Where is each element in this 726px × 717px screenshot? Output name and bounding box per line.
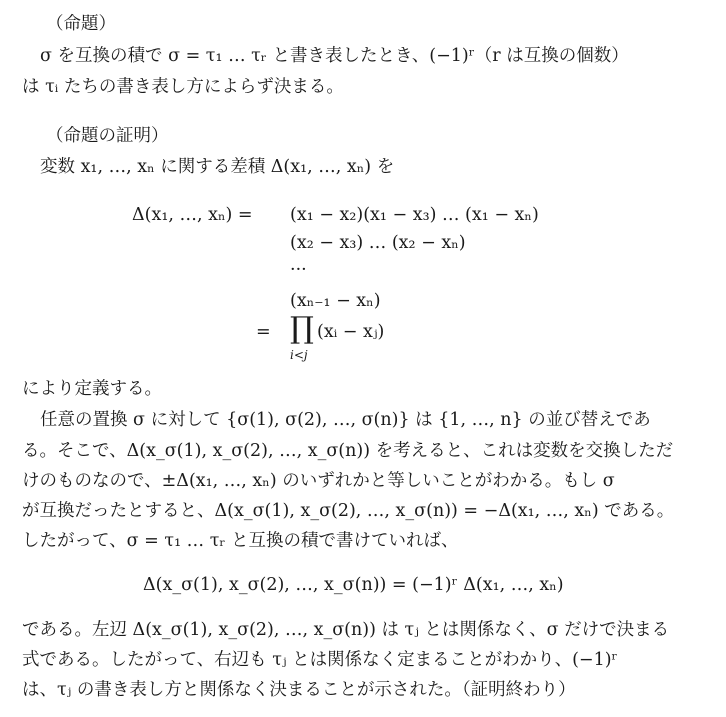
conclusion-line-1: である。左辺 Δ(x_σ(1), x_σ(2), …, x_σ(n)) は τⱼ とは関係なく、σ だけで決まる xyxy=(22,620,670,640)
proposition-heading: （命題） xyxy=(46,14,116,34)
proposition-line-1: σ を互換の積で σ = τ₁ … τᵣ と書き表したとき、(−1)ʳ（r は互換の個数） xyxy=(40,46,629,66)
equation-row-3: ··· xyxy=(290,260,307,280)
equation-row-2: (x₂ − x₃) … (x₂ − xₙ) xyxy=(290,233,466,253)
conclusion-line-2: 式である。したがって、右辺も τⱼ とは関係なく定まることがわかり、(−1)ʳ xyxy=(22,650,618,670)
after-equation-text: により定義する。 xyxy=(22,379,162,399)
paragraph-line-5: したがって、σ = τ₁ … τᵣ と互換の積で書けていれば、 xyxy=(22,531,459,551)
equation-product-body: (xᵢ − xⱼ) xyxy=(317,322,385,342)
product-subscript: i<j xyxy=(290,348,308,362)
proof-heading: （命題の証明） xyxy=(46,126,169,146)
paragraph-line-2: る。そこで、Δ(x_σ(1), x_σ(2), …, x_σ(n)) を考えると、これは変数を交換しただ xyxy=(22,441,674,461)
equation-row-4: (xₙ₋₁ − xₙ) xyxy=(290,291,381,311)
paragraph-line-1: 任意の置換 σ に対して {σ(1), σ(2), …, σ(n)} は {1, …, n} の並び替えであ xyxy=(40,410,651,430)
conclusion-line-3: は、τⱼ の書き表し方と関係なく決まることが示された。（証明終わり） xyxy=(22,680,576,700)
paragraph-line-4: が互換だったとすると、Δ(x_σ(1), x_σ(2), …, x_σ(n)) = −Δ(x₁, …, xₙ) である。 xyxy=(22,501,675,521)
product-symbol: ∏ xyxy=(290,311,314,346)
display-equation-2: Δ(x_σ(1), x_σ(2), …, x_σ(n)) = (−1)ʳ Δ(x₁, …, xₙ) xyxy=(143,575,564,595)
proof-intro: 変数 x₁, …, xₙ に関する差積 Δ(x₁, …, xₙ) を xyxy=(40,157,395,177)
paragraph-line-3: けのものなので、±Δ(x₁, …, xₙ) のいずれかと等しいことがわかる。もし σ xyxy=(22,471,615,491)
equation-lhs: Δ(x₁, …, xₙ) = xyxy=(132,205,253,225)
proposition-line-2: は τᵢ たちの書き表し方によらず決まる。 xyxy=(22,77,344,97)
equation-row-1: (x₁ − x₂)(x₁ − x₃) … (x₁ − xₙ) xyxy=(290,205,539,225)
equation-equals: = xyxy=(256,322,271,342)
